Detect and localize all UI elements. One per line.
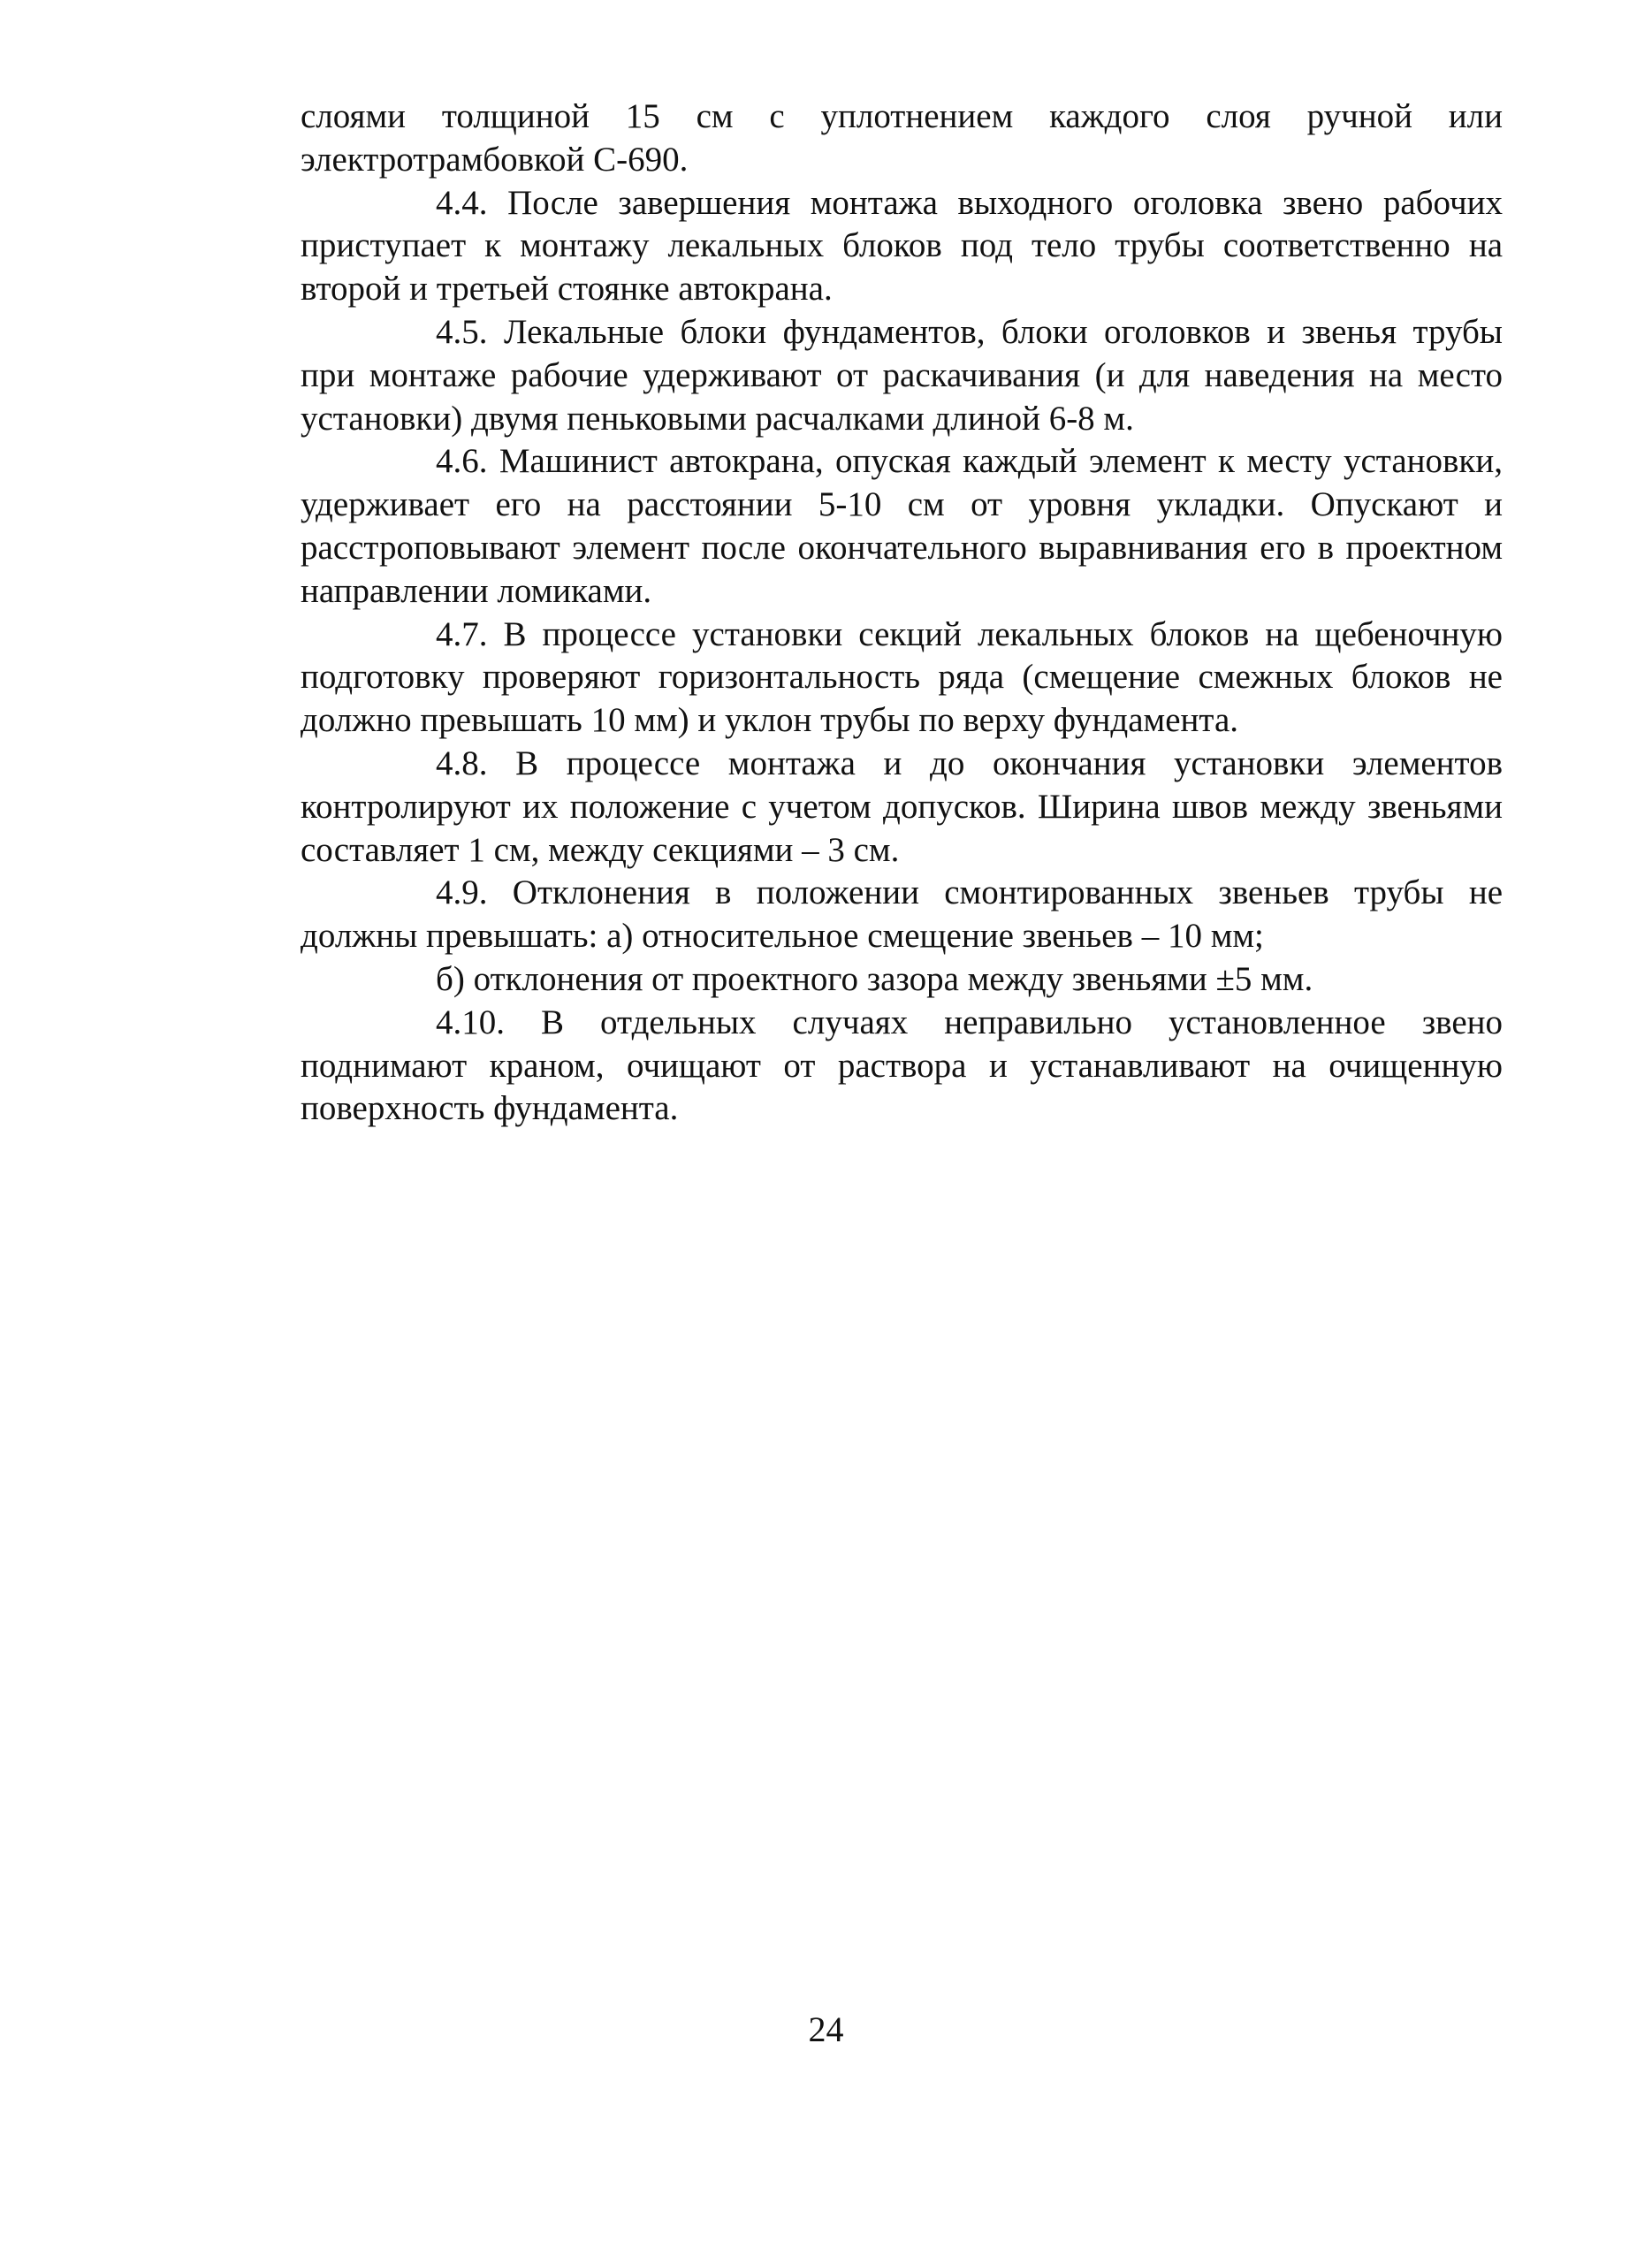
paragraph-4-9: 4.9. Отклонения в положении смонтированных звеньев трубы не должны превышать: а) относительное смещение звеньев – 10 мм; bbox=[301, 873, 1503, 956]
paragraph-4-5: 4.5. Лекальные блоки фундаментов, блоки оголовков и звенья трубы при монтаже рабочие удерживают от раскачивания (и для наведения на место установки) двумя пеньковыми расчалками длиной 6-8 м. bbox=[301, 312, 1503, 438]
paragraph-4-8: 4.8. В процессе монтажа и до окончания установки элементов контролируют их положение с учетом допусков. Ширина швов между звеньями составляет 1 см, между секциями – 3 см. bbox=[301, 743, 1503, 869]
page-number: 24 bbox=[808, 2009, 844, 2049]
paragraph-4-10: 4.10. В отдельных случаях неправильно установленное звено поднимают краном, очищают от раствора и устанавливают на очищенную поверхность фундамента. bbox=[301, 1003, 1503, 1128]
paragraph-4-6: 4.6. Машинист автокрана, опуская каждый элемент к месту установки, удерживает его на расстоянии 5-10 см от уровня укладки. Опускают и расстроповывают элемент после окончательного выравнивания его в проектном направлении ломиками. bbox=[301, 442, 1503, 610]
paragraph-4-9-b: б) отклонения от проектного зазора между звеньями ±5 мм. bbox=[436, 959, 1313, 998]
document-body bbox=[301, 95, 1503, 1131]
paragraph-4-7: 4.7. В процессе установки секций лекальных блоков на щебеночную подготовку проверяют горизонтальность ряда (смещение смежных блоков не должно превышать 10 мм) и уклон трубы по верху фундамента. bbox=[301, 614, 1503, 740]
paragraph-continuation: слоями толщиной 15 см с уплотнением каждого слоя ручной или электротрамбовкой С-690. bbox=[301, 97, 1503, 179]
paragraph-4-4: 4.4. После завершения монтажа выходного оголовка звено рабочих приступает к монтажу лекальных блоков под тело трубы соответственно на второй и третьей стоянке автокрана. bbox=[301, 183, 1503, 309]
